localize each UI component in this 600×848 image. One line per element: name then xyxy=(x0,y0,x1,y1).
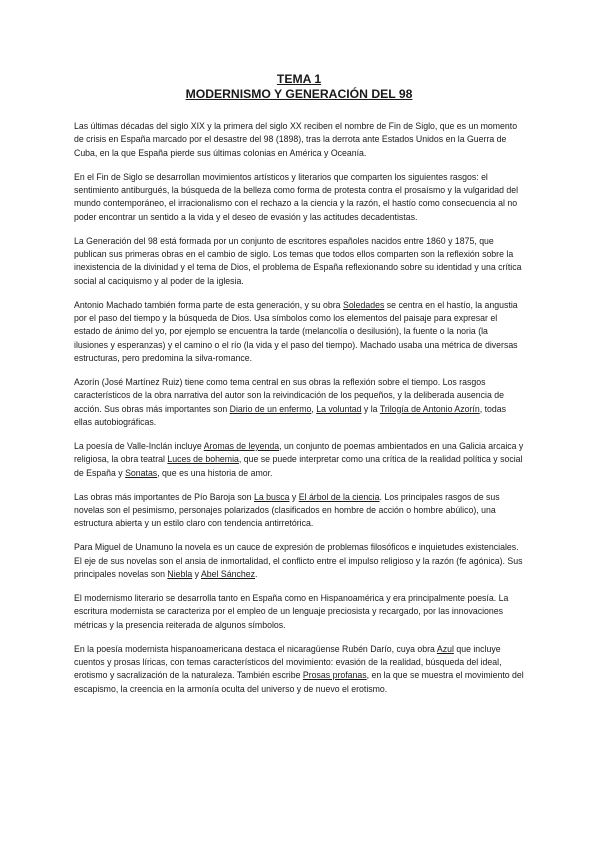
text-segment: , que se puede interpretar como una crítica de la realidad política y social de España y xyxy=(74,454,523,478)
work-title-trilogia: Trilogía de Antonio Azorín xyxy=(379,403,480,414)
work-title-arbol: El árbol de la ciencia xyxy=(298,491,380,502)
text-segment: Antonio Machado también forma parte de esta generación, y su obra xyxy=(74,299,343,310)
paragraph-ruben-dario xyxy=(74,643,524,696)
paragraph-azorin xyxy=(74,376,524,429)
paragraph-valle-inclan xyxy=(74,440,524,480)
text-segment: que incluye cuentos y prosas líricas, con temas característicos del movimiento: evasión de la realidad, búsqueda del ideal, erotismo y sacralización de la naturaleza. También escribe xyxy=(74,643,502,681)
text-segment: . xyxy=(254,568,258,579)
text-segment: y la xyxy=(361,403,380,414)
work-title-diario: Diario de un enfermo xyxy=(229,403,312,414)
title-line-1: TEMA 1 xyxy=(276,72,322,86)
work-title-azul: Azul xyxy=(436,643,454,654)
work-title-aromas: Aromas de leyenda xyxy=(203,440,280,451)
text-segment: Azorín (José Martínez Ruiz) tiene como tema central en sus obras la reflexión sobre el tiempo. Los rasgos característicos de la obra narrativa del autor son la reivindicación de los pequeños, y la deliberada ausencia de acción. Sus obras más importantes son xyxy=(74,376,504,414)
text-segment: , en la que se muestra el movimiento del escapismo, la creencia en la armonía oculta del universo y de nuevo el erotismo. xyxy=(74,670,524,694)
text-segment: , xyxy=(311,403,317,414)
text-segment: Las obras más importantes de Pío Baroja son xyxy=(74,491,254,502)
work-title-voluntad: La voluntad xyxy=(316,403,362,414)
text-segment: La poesía de Valle-Inclán incluye xyxy=(74,440,204,451)
text-segment: y xyxy=(289,491,299,502)
text-segment: y xyxy=(192,568,201,579)
work-title-luces: Luces de bohemia xyxy=(167,454,239,465)
work-title-abel: Abel Sánchez xyxy=(200,568,255,579)
work-title-sonatas: Sonatas xyxy=(125,467,158,478)
paragraph-machado xyxy=(74,299,524,365)
paragraph-baroja xyxy=(74,491,524,531)
work-title-busca: La busca xyxy=(253,491,290,502)
paragraph-fin-de-siglo: Las últimas décadas del siglo XIX y la primera del siglo XX reciben el nombre de Fin de Siglo, que es un momento de crisis en España marcado por el desastre del 98 (1898), tras la derrota ante Estados Unidos en la Guerra de Cuba, en la que España pierde sus últimas colonias en América y Oceanía. xyxy=(74,121,518,158)
paragraph-unamuno xyxy=(74,541,524,581)
text-segment: se centra en el hastío, la angustia por el paso del tiempo y la búsqueda de Dios. Usa símbolos como los elementos del paisaje para expresar el estado de ánimo del yo, por ejemplo se encuentra la tarde (melancolía o desilusión), la fuente o la noria (la ilusiones y esperanzas) y el camino o el río (la vida y el paso del tiempo). Machado usaba una métrica de diversas estructuras, pero predomina la silva-romance. xyxy=(74,299,518,363)
text-segment: , todas ellas autobiográficas. xyxy=(74,403,506,427)
work-title-soledades: Soledades xyxy=(342,299,385,310)
document-title xyxy=(74,72,524,102)
paragraph-generacion-98: La Generación del 98 está formada por un conjunto de escritores españoles nacidos entre 1860 y 1875, que publican sus primeras obras en el cambio de siglo. Los temas que todos ellos comparten son la reflexión sobre la inexistencia de la divinidad y el tema de Dios, el problema de España reflexionando sobre su identidad y una crítica social al caciquismo y al poder de la iglesia. xyxy=(74,235,522,286)
paragraph-modernismo: El modernismo literario se desarrolla tanto en España como en Hispanoamérica y era principalmente poesía. La escritura modernista se caracteriza por el empleo de un lenguaje preciosista y recargado, por las innovaciones métricas y la presencia reiterada de algunos símbolos. xyxy=(74,592,509,630)
text-segment: Para Miguel de Unamuno la novela es un cauce de expresión de problemas filosóficos e inquietudes existenciales. El eje de sus novelas son el ansia de inmortalidad, el conflicto entre el impulso religioso y la razón (fe agónica). Sus principales novelas son xyxy=(74,542,523,579)
work-title-niebla: Niebla xyxy=(167,568,193,579)
work-title-prosas: Prosas profanas xyxy=(302,670,367,681)
title-line-2: MODERNISMO Y GENERACIÓN DEL 98 xyxy=(185,87,413,101)
paragraph-rasgos: En el Fin de Siglo se desarrollan movimientos artísticos y literarios que comparten los siguientes rasgos: el sentimiento antiburgués, la búsqueda de la belleza como forma de protesta contra el prosaísmo y la vulgaridad del mundo contemporáneo, el irracionalismo con el rechazo a la ciencia y la razón, el hastío como consecuencia al no poder encontrar un sentido a la vida y el deseo de evasión y las actitudes decadentistas. xyxy=(74,171,519,222)
text-segment: , un conjunto de poemas ambientados en una Galicia arcaica y religiosa, la obra teatral xyxy=(74,440,524,465)
text-segment: . Los principales rasgos de sus novelas son el pesimismo, personajes polarizados (clasificados en hombre de acción o hombre abúlico), una estructura abierta y un estilo claro con tendencia antirretórica. xyxy=(74,491,500,529)
text-segment: En la poesía modernista hispanoamericana destaca el nicaragüense Rubén Darío, cuya obra xyxy=(74,643,437,654)
text-segment: , que es una historia de amor. xyxy=(157,467,273,478)
